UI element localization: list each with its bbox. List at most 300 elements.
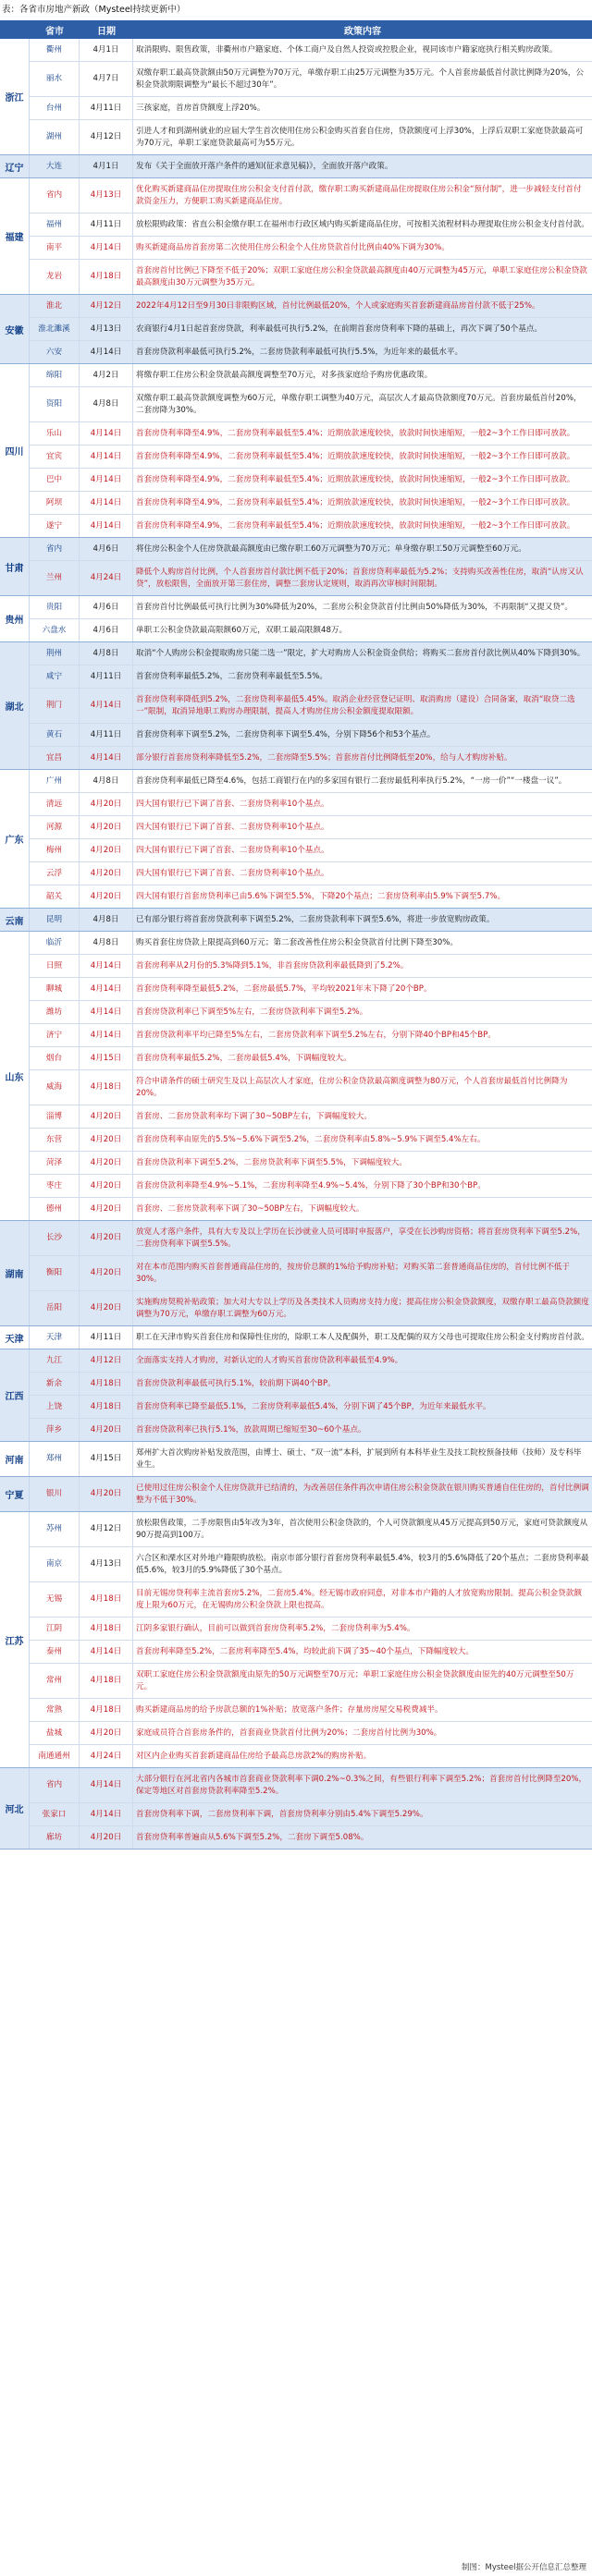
table-row [30,1419,592,1441]
policy-cell: 双缴存职工最高贷款额由50万元调整为70万元，单缴存职工由25万元调整为35万元。个人首套房最低首付款比例降为20%，公积金贷款期限调整为“最长不超过30年”。 [136,68,584,90]
city-cell: 南通通州 [30,1745,80,1767]
date-cell: 4月14日 [80,689,133,723]
date-cell: 4月14日 [80,492,133,514]
table-row [30,1070,592,1105]
city-cell: 日照 [30,955,80,977]
date-cell: 4月11日 [80,724,133,746]
table-row [30,619,592,641]
date-cell: 4月14日 [80,1768,133,1802]
city-cell: 省内 [30,538,80,560]
city-cell: 黄石 [30,724,80,746]
date-cell: 4月12日 [80,120,133,154]
city-cell: 上饶 [30,1396,80,1418]
table-row [30,642,592,665]
table-row [30,1349,592,1373]
city-cell: 无锡 [30,1582,80,1617]
table-row [30,1664,592,1699]
policy-cell: 大部分银行在河北省内各城市首套商业贷款利率下调0.2%~0.3%之间，有些银行利率下调至5.2%；首套房首付比例降至20%，保定等地区对首套房贷款利率降至5.2%。 [136,1775,587,1796]
policy-cell: 双职工家庭住房公积金贷款额度由原先的50万元调整至70万元；单职工家庭住房公积金贷款额度由原先的40万元调整至50万元。 [136,1670,574,1691]
policy-cell: 将住房公积金个人住房贷款最高额度由已缴存职工60万元调整为70万元；单身缴存职工50万元调整至60万元。 [136,543,526,554]
date-cell: 4月1日 [80,155,133,177]
table-row [30,1047,592,1070]
table-row [30,1256,592,1291]
policy-cell: 全面落实支持人才购房，对新认定的人才购买首套房贷款利率最低至4.9%。 [136,1355,403,1365]
policy-cell: 双缴存职工最高贷款额度调整为60万元，单缴存职工调整为40万元，高层次人才最高贷款额度70万元。首套房最低首付20%，二套房降为30%。 [136,394,582,415]
header-province [0,20,30,39]
policy-cell: 首套房贷款利率下调至5.2%，二套房贷款利率下调至5.5%，下调幅度较大。 [136,1157,407,1167]
policy-cell: 四大国有银行已下调了首套、二套房贷利率10个基点。 [136,822,329,832]
province-name: 广东 [0,770,30,908]
table-row [30,1745,592,1767]
city-cell: 清远 [30,793,80,815]
policy-cell: 首套房贷利率由原先的5.5%~5.6%下调至5.2%，二套房贷利率由5.8%~5.9%下调至5.4%左右。 [136,1134,486,1144]
policy-cell: 首套房贷利率降至最低5.2%，二套房最低5.7%，平均较2021年末下降了20个BP。 [136,983,432,994]
city-cell: 廊坊 [30,1826,80,1849]
city-cell: 天津 [30,1326,80,1349]
city-cell: 省内 [30,178,80,213]
city-cell: 萍乡 [30,1419,80,1441]
city-cell: 河源 [30,816,80,838]
province-name: 河北 [0,1768,30,1849]
city-cell: 荆州 [30,642,80,665]
city-cell: 江阴 [30,1618,80,1640]
table-row [30,62,592,97]
table-row [30,1803,592,1826]
table-row [30,1001,592,1024]
table-row [30,237,592,260]
city-cell: 衡阳 [30,1256,80,1290]
table-row [30,318,592,341]
city-cell: 淄博 [30,1105,80,1128]
province-name: 四川 [0,364,30,537]
date-cell: 4月13日 [80,1547,133,1581]
province-rows [30,909,592,931]
city-cell: 南京 [30,1547,80,1581]
table-row [30,538,592,561]
city-cell: 郑州 [30,1442,80,1476]
table-row [30,1198,592,1220]
table-row [30,689,592,724]
city-cell: 常熟 [30,1699,80,1721]
policy-cell: 已有部分银行将首套房贷款利率下调至5.2%，二套房贷款利率下调至5.6%，将进一步放宽购房政策。 [136,914,495,924]
city-cell: 淮北濉溪 [30,318,80,340]
city-cell: 聊城 [30,978,80,1000]
date-cell: 4月20日 [80,1105,133,1128]
date-cell: 4月18日 [80,1618,133,1640]
date-cell: 4月20日 [80,1175,133,1197]
province-rows [30,1221,592,1325]
province-name: 安徽 [0,295,30,363]
policy-cell: 购买首套住房贷款上限提高到60万元；第二套改善性住房公积金贷款首付比例下降至30%。 [136,937,459,947]
table-row [30,747,592,769]
city-cell: 韶关 [30,885,80,908]
province-name: 云南 [0,909,30,931]
date-cell: 4月18日 [80,1070,133,1105]
table-row [30,1024,592,1047]
date-cell: 4月20日 [80,885,133,908]
province-group [0,39,592,155]
city-cell: 六安 [30,341,80,363]
date-cell: 4月11日 [80,1326,133,1349]
city-cell: 荆门 [30,689,80,723]
policy-cell: 四大国有银行已下调了首套、二套房贷利率10个基点。 [136,868,329,878]
city-cell: 东营 [30,1129,80,1151]
province-group [0,295,592,364]
date-cell: 4月14日 [80,955,133,977]
province-rows [30,770,592,908]
table-row [30,1512,592,1547]
policy-cell: 四大国有银行已下调了首套、二套房贷利率10个基点。 [136,845,329,855]
date-cell: 4月20日 [80,839,133,861]
date-cell: 4月20日 [80,816,133,838]
province-group [0,909,592,932]
date-cell: 4月20日 [80,1256,133,1290]
policy-cell: 首套房贷款利率平均已降至5%左右，二套房贷款利率下调至5.2%左右，分别下降40个BP和45个BP。 [136,1030,496,1040]
city-cell: 广州 [30,770,80,792]
city-cell: 淮北 [30,295,80,317]
province-rows [30,596,592,641]
date-cell: 4月20日 [80,1419,133,1441]
policy-cell: 首套房贷利率下调至5.2%，二套房贷利率下调至5.4%，分别下降56个和53个基点。 [136,729,436,739]
province-group [0,364,592,538]
date-cell: 4月8日 [80,642,133,665]
date-cell: 4月11日 [80,97,133,119]
province-rows [30,642,592,769]
province-name: 湖南 [0,1221,30,1325]
policy-cell: 首套房贷款利率已下调至5%左右，二套房贷款利率下调至5.2%。 [136,1007,368,1017]
province-group [0,1512,592,1768]
province-name: 浙江 [0,39,30,154]
table-row [30,97,592,120]
policy-cell: 首套房贷利率降至4.9%，二套房贷利率最低至5.4%；近期放款速度较快，放款时间快速缩短，一般2~3个工作日即可放款。 [136,451,575,461]
policy-cell: 首套房利率从2月份的5.3%降到5.1%，非首套房贷款利率最低降到了5.2%。 [136,960,409,971]
date-cell: 4月13日 [80,318,133,340]
table-row [30,770,592,793]
province-rows [30,1768,592,1849]
policy-cell: 职工在天津市购买首套住房和保障性住房的，除职工本人及配偶外，职工及配偶的双方父母也可提取住房公积金支付购房首付款。 [136,1332,589,1342]
policy-cell: 首套房贷利率降至4.9%，二套房贷利率最低至5.4%；近期放款速度较快，放款时间快速缩短，一般2~3个工作日即可放款。 [136,474,575,484]
table-row [30,295,592,318]
date-cell: 4月14日 [80,341,133,363]
date-cell: 4月20日 [80,1221,133,1255]
table-row [30,596,592,619]
city-cell: 六盘水 [30,619,80,641]
table-row [30,1396,592,1419]
table-row [30,839,592,862]
date-cell: 4月24日 [80,1745,133,1767]
table-row [30,155,592,177]
policy-cell: 降低个人购房首付比例，个人首套房首付款比例不低于20%；首套房贷利率最低为5.2%；支持购买改善性住房，取消“认房又认贷”，放松限售，全面放开第三套住房，调整二套房认定规则，取消再次审核时间限制。 [136,568,584,589]
policy-cell: 首套房贷利率降至4.9%，二套房贷利率最低至5.4%；近期放款速度较快，放款时间快速缩短，一般2~3个工作日即可放款。 [136,428,575,438]
province-name: 福建 [0,178,30,294]
province-name: 天津 [0,1326,30,1349]
city-cell: 遂宁 [30,515,80,537]
date-cell: 4月14日 [80,747,133,769]
city-cell: 云浮 [30,862,80,885]
policy-cell: 符合申请条件的硕士研究生及以上高层次人才家庭，住房公积金贷款最高额度调整为80万元，个人首套房最低首付比例降为20%。 [136,1077,568,1098]
city-cell: 福州 [30,214,80,236]
date-cell: 4月20日 [80,1477,133,1511]
policy-cell: 首套房首付比例最低可执行比例为30%降低为20%，二套房公积金贷款首付比例由50%降低为30%，不再限制“又提又贷”。 [136,602,574,612]
table-row [30,1722,592,1745]
province-group [0,642,592,770]
policy-cell: 部分银行首套房贷利率降低至5.2%，二套房降至5.5%；首套房首付比例降低至20%，给与人才购房补贴。 [136,752,512,763]
city-cell: 昆明 [30,909,80,931]
province-rows [30,155,592,177]
province-rows [30,1349,592,1441]
province-name: 江西 [0,1349,30,1441]
province-group [0,538,592,596]
table-row [30,387,592,422]
city-cell: 岳阳 [30,1291,80,1325]
table-caption: 表：各省市房地产新政（Mysteel持续更新中） [2,5,186,15]
province-name: 山东 [0,932,30,1220]
policy-cell: 已使用过住房公积金个人住房贷款并已结清的，为改善居住条件再次申请住房公积金贷款在银川购买普通自住住房的，首付比例调整为不低于30%。 [136,1483,589,1505]
date-cell: 4月20日 [80,793,133,815]
province-name: 甘肃 [0,538,30,595]
date-cell: 4月8日 [80,770,133,792]
table-row [30,932,592,955]
table-row [30,1547,592,1582]
policy-cell: 首套房首付比例已下降至不低于20%；双职工家庭住房公积金贷款最高额度由40万元调整为45万元，单职工家庭住房公积金贷款最高额度由30万元调整为35万元。 [136,266,587,287]
policy-cell: 放宽人才落户条件，具有大专及以上学历在长沙就业人员可即时申报落户，享受在长沙购房资格；将首套房贷利率下调至5.2%，二套房贷利率下调至5.5%。 [136,1227,586,1249]
policy-cell: 首套房贷款利率降至4.9%~5.1%，二套房利率降至4.9%~5.4%，分别下降了30个BP和30个BP。 [136,1180,486,1190]
date-cell: 4月18日 [80,1664,133,1698]
province-name: 江苏 [0,1512,30,1767]
table-row [30,1641,592,1664]
city-cell: 阿坝 [30,492,80,514]
date-cell: 4月11日 [80,214,133,236]
policy-cell: 农商银行4月1日起首套房贷款，利率最低可执行5.2%，在前期首套房贷利率下降的基础上，再次下调了50个基点。 [136,324,543,334]
date-cell: 4月14日 [80,469,133,491]
province-group [0,1326,592,1349]
table-row [30,909,592,931]
city-cell: 衢州 [30,39,80,61]
table-row [30,1152,592,1175]
province-group [0,1477,592,1512]
city-cell: 绵阳 [30,364,80,386]
city-cell: 咸宁 [30,665,80,688]
date-cell: 4月18日 [80,1582,133,1617]
policy-cell: 首套房贷利率普遍由从5.6%下调至5.2%，二套房下调至5.08%。 [136,1832,369,1842]
date-cell: 4月1日 [80,39,133,61]
date-cell: 4月15日 [80,1442,133,1476]
province-group [0,596,592,642]
province-rows [30,39,592,154]
date-cell: 4月24日 [80,561,133,595]
city-cell: 苏州 [30,1512,80,1546]
policy-cell: 郑州扩大首次购房补贴发放范围，由博士、硕士、“双一流”本科，扩展到所有本科毕业生及技工院校预备技师（技师）及专科毕业生。 [136,1448,582,1470]
table-row [30,1442,592,1476]
table-row [30,260,592,294]
policy-cell: 家庭成员符合首套房条件的，首套商业贷款首付比例为20%；二套房首付比例为30%。 [136,1728,442,1738]
date-cell: 4月8日 [80,909,133,931]
policy-cell: 将缴存职工住房公积金贷款最高额度调整至70万元，对多孩家庭给予购房优惠政策。 [136,370,433,380]
table-row [30,446,592,469]
table-row [30,341,592,363]
date-cell: 4月14日 [80,1001,133,1023]
date-cell: 4月14日 [80,978,133,1000]
city-cell: 威海 [30,1070,80,1105]
date-cell: 4月20日 [80,1152,133,1174]
city-cell: 枣庄 [30,1175,80,1197]
policy-cell: 放松限购政策：省直公积金缴存职工在福州市行政区域内购买新建商品住房，可按相关流程材料办理提取住房公积金支付首付款。 [136,219,589,229]
city-cell: 宜宾 [30,446,80,468]
date-cell: 4月14日 [80,1803,133,1825]
province-group [0,932,592,1221]
date-cell: 4月7日 [80,62,133,96]
city-cell: 银川 [30,1477,80,1511]
province-group [0,178,592,295]
table-row [30,120,592,154]
city-cell: 南平 [30,237,80,259]
city-cell: 泰州 [30,1641,80,1663]
date-cell: 4月20日 [80,1722,133,1744]
date-cell: 4月20日 [80,1198,133,1220]
table-row [30,492,592,515]
province-name: 辽宁 [0,155,30,177]
province-group [0,1349,592,1442]
table-row [30,1618,592,1641]
policy-cell: 购买新建商品房的给予房款总额的1%补贴；放宽落户条件；存量房房屋交易税费减半。 [136,1704,443,1715]
table-row [30,561,592,595]
table-row [30,1768,592,1803]
policy-cell: 首套房贷利率降至4.9%，二套房贷利率最低至5.4%；近期放款速度较快，放款时间快速缩短，一般2~3个工作日即可放款。 [136,497,575,507]
date-cell: 4月20日 [80,862,133,885]
province-group [0,1221,592,1326]
city-cell: 临沂 [30,932,80,954]
table-row [30,39,592,62]
date-cell: 4月14日 [80,237,133,259]
table-row [30,955,592,978]
table-row [30,1582,592,1618]
province-rows [30,364,592,537]
header-city: 省市 [45,26,64,37]
table-row [30,1699,592,1722]
city-cell: 宜昌 [30,747,80,769]
province-rows [30,1326,592,1349]
policy-cell: 购买新建商品房首套房第二次使用住房公积金个人住房贷款首付比例由40%下调为30%。 [136,242,450,252]
date-cell: 4月6日 [80,619,133,641]
city-cell: 大连 [30,155,80,177]
date-cell: 4月18日 [80,1396,133,1418]
date-cell: 4月20日 [80,1291,133,1325]
policy-cell: 实施购房契税补贴政策；加大对大专以上学历及各类技术人员购房支持力度；提高住房公积金贷款额度，双缴存职工最高贷款额度调整为70万元，单缴存职工调整为60万元。 [136,1298,589,1319]
city-cell: 常州 [30,1664,80,1698]
table-row [30,1826,592,1849]
table-row [30,978,592,1001]
date-cell: 4月15日 [80,1047,133,1069]
city-cell: 省内 [30,1768,80,1802]
table-row [30,422,592,446]
policy-cell: 三孩家庭，首房首贷额度上浮20%。 [136,103,265,113]
province-name: 湖北 [0,642,30,769]
date-cell: 4月14日 [80,1641,133,1663]
city-cell: 潍坊 [30,1001,80,1023]
city-cell: 九江 [30,1349,80,1372]
city-cell: 兰州 [30,561,80,595]
date-cell: 4月6日 [80,596,133,618]
city-cell: 张家口 [30,1803,80,1825]
policy-cell: 取消“个人购房公积金提取购房只能二选一”限定，扩大对购房人公积金资金供给；将购买二套房首付款比例从40%下降到30%。 [136,648,586,658]
policy-cell: 首套房贷利率最低已降至4.6%，包括工商银行在内的多家国有银行二套房最低利率执行5.2%，“一房一价”“一楼盘一议”。 [136,775,567,786]
city-cell: 长沙 [30,1221,80,1255]
city-cell: 烟台 [30,1047,80,1069]
policy-cell: 对区内企业购买首套新建商品住房给予最高总房款2%的购房补贴。 [136,1751,372,1761]
city-cell: 盐城 [30,1722,80,1744]
province-rows [30,1512,592,1767]
policy-cell: 首套房、二套房贷款利率均下调了30~50BP左右，下调幅度较大。 [136,1111,372,1121]
city-cell: 德州 [30,1198,80,1220]
policy-cell: 首套房贷利率下调，二套房贷利率下调，首套房贷利率分别由5.4%下调至5.29%。 [136,1809,428,1819]
policy-cell: 发布《关于全面放开落户条件的通知(征求意见稿)》，全面放开落户政策。 [136,161,393,171]
table-row [30,816,592,839]
province-rows [30,932,592,1220]
policy-cell: 优化购买新建商品住房提取住房公积金支付首付款，缴存职工购买新建商品住房提取住房公积金“预付制”，进一步减轻支付首付款资金压力，方便职工购买新建商品住房。 [136,185,582,206]
city-cell: 贵阳 [30,596,80,618]
city-cell: 龙岩 [30,260,80,294]
date-cell: 4月6日 [80,538,133,560]
province-group [0,770,592,909]
policy-cell: 首套房贷利率已降至最低5.1%，二套房贷利率最低5.4%，分别下调了45个BP，为近年来最低水平。 [136,1401,491,1411]
policy-cell: 首套房贷款利率已执行5.1%，放款周期已缩短至30~60个基点。 [136,1424,366,1435]
table-row [30,1477,592,1511]
city-cell: 乐山 [30,422,80,445]
policy-cell: 首套房贷款利率最低可执行5.2%，二套房贷款利率最低可执行5.5%，为近年来的最低水平。 [136,347,463,357]
city-cell: 湖州 [30,120,80,154]
policy-cell: 四大国有银行已下调了首套、二套房贷利率10个基点。 [136,799,329,809]
table-row [30,1129,592,1152]
city-cell: 丽水 [30,62,80,96]
city-cell: 菏泽 [30,1152,80,1174]
table-row [30,515,592,537]
table-row [30,665,592,689]
province-name: 宁夏 [0,1477,30,1511]
table-header [0,20,592,39]
date-cell: 4月12日 [80,1512,133,1546]
table-row [30,1221,592,1256]
policy-cell: 江阴多家银行确认，目前可以做到首套房贷利率5.2%，二套房贷利率为5.4%。 [136,1623,415,1633]
table-row [30,214,592,237]
date-cell: 4月12日 [80,1349,133,1372]
province-group [0,155,592,178]
date-cell: 4月18日 [80,1373,133,1395]
table-row [30,793,592,816]
date-cell: 4月14日 [80,515,133,537]
policy-cell: 六合区和溧水区对外地户籍限购放松。南京市部分银行首套房贷利率最低5.4%，较3月的5.6%降低了20个基点；二套房贷利率最低5.6%，较3月的5.9%降低了30个基点。 [136,1554,589,1575]
table-row [30,1291,592,1325]
province-name: 河南 [0,1442,30,1476]
province-group [0,1768,592,1850]
date-cell: 4月20日 [80,1129,133,1151]
province-rows [30,295,592,363]
header-date: 日期 [97,26,116,37]
table-row [30,1175,592,1198]
table-row [30,1326,592,1349]
header-policy: 政策内容 [344,26,381,37]
date-cell: 4月14日 [80,422,133,445]
policy-cell: 对在本市范围内购买首套普通商品住房的，按房价总额的1%给予购房补贴；对购买第二套普通商品住房的，首付比例不低于30%。 [136,1263,571,1284]
date-cell: 4月18日 [80,260,133,294]
policy-cell: 首套房贷利率最低5.2%，二套房贷利率最低至5.5%。 [136,671,327,681]
date-cell: 4月8日 [80,932,133,954]
table-row [30,469,592,492]
policy-cell: 引进人才和到湖州就业的应届大学生首次使用住房公积金购买首套自住房，贷款额度可上浮30%，上浮后双职工家庭贷款最高可为70万元，单职工家庭贷款最高可为55万元。 [136,127,584,148]
table-body [0,39,592,1850]
date-cell: 4月14日 [80,1024,133,1046]
date-cell: 4月18日 [80,1699,133,1721]
province-group [0,1442,592,1477]
